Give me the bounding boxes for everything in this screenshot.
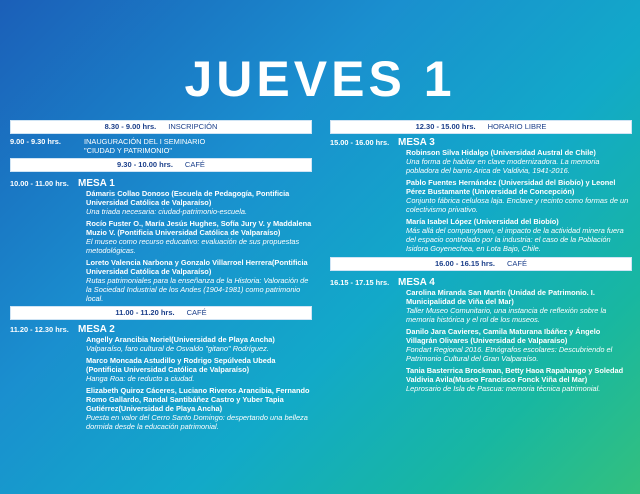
presentation-authors: Danilo Jara Cavieres, Camila Maturana Ibáñez y Ángelo Villagrán Olivares (Universidad de Valparaíso) (406, 327, 601, 345)
presentation-authors: Pablo Fuentes Hernández (Universidad del Biobío) y Leonel Pérez Bustamante (Universidad de Concepción) (406, 178, 616, 196)
presentation-authors: Carolina Miranda San Martín (Unidad de Patrimonio. I. Municipalidad de Viña del Mar) (406, 288, 595, 306)
presentation-authors: Rocío Fuster O., María Jesús Hughes, Sofía Jury V. y Maddalena Muzio V. (Pontificia Universidad Católica de Valparaíso) (86, 219, 312, 237)
bar-label: CAFÉ (507, 259, 528, 268)
bar-time: 8.30 - 9.00 hrs. (104, 122, 157, 131)
presentation-title: Leprosario de Isla de Pascua: memoria técnica patrimonial. (406, 384, 601, 393)
right-column (330, 120, 632, 396)
page-title: JUEVES 1 (184, 51, 456, 107)
bar-label: HORARIO LIBRE (487, 122, 547, 131)
bar-time: 12.30 - 15.00 hrs. (415, 122, 476, 131)
inauguration-row (10, 137, 312, 155)
inauguration-text (84, 137, 312, 155)
presentation-title: Una forma de habitar en clave modernizadora. La memoria pobladora del barrio Arica de Valdivia, 1941-2016. (406, 157, 600, 175)
time-bar-coffee (10, 158, 312, 172)
presentation-entry (86, 335, 312, 353)
presentation-title: Valparaíso, faro cultural de Osvaldo "gitano" Rodríguez. (86, 344, 269, 353)
inauguration-line: "CIUDAD Y PATRIMONIO" (84, 146, 173, 155)
row-time: 10.00 - 11.00 hrs. (10, 179, 69, 188)
presentation-title: Conjunto fábrica celulosa laja. Enclave y recinto como formas de un colectivismo privativo. (406, 196, 629, 214)
presentation-title: Puesta en valor del Cerro Santo Domingo: despertando una belleza dormida desde la educación patrimonial. (86, 413, 308, 431)
bar-time: 16.00 - 16.15 hrs. (434, 259, 496, 268)
presentation-entry (406, 366, 632, 393)
presentation-authors: Robinson Silva Hidalgo (Universidad Austral de Chile) (406, 148, 596, 157)
inauguration-line: INAUGURACIÓN DEL I SEMINARIO (84, 137, 206, 146)
presentation-entry (406, 148, 632, 175)
presentation-title: Hanga Roa: de reducto a ciudad. (86, 374, 195, 383)
presentation-title: Fondart Regional 2016. Etnógrafos escolares: Descubriendo el Patrimonio Cultural del Gran Valparaíso. (406, 345, 613, 363)
session-heading: MESA 3 (398, 137, 435, 148)
time-bar-registration (10, 120, 312, 134)
presentation-authors: Marco Moncada Astudillo y Rodrigo Sepúlveda Ubeda (Pontificia Universidad Católica de Valparaíso) (86, 356, 276, 374)
presentation-entry (86, 356, 312, 383)
presentation-title: Una triada necesaria: ciudad-patrimonio-escuela. (86, 207, 248, 216)
time-bar-coffee (330, 257, 632, 271)
presentation-title: Taller Museo Comunitario, una instancia de reflexión sobre la memoria histórica y el rol de los museos. (406, 306, 607, 324)
session-mesa-4 (330, 277, 632, 393)
bar-time: 11.00 - 11.20 hrs. (115, 308, 175, 317)
presentation-entry (406, 288, 632, 324)
presentation-authors: Loreto Valencia Narbona y Gonzalo Villarroel Herrera(Pontificia Universidad Católica de Valparaíso) (86, 258, 308, 276)
presentation-entry (406, 327, 632, 363)
bar-time: 9.30 - 10.00 hrs. (117, 160, 173, 169)
row-time: 11.20 - 12.30 hrs. (10, 325, 69, 334)
presentation-authors: Angelly Arancibia Noriel(Universidad de Playa Ancha) (86, 335, 275, 344)
presentation-authors: Elizabeth Quiroz Cáceres, Luciano Riveros Arancibia, Fernando Romo Gallardo, Randal Santibáñez Castro y Yuber Tapia Gutiérrez(Universidad de Playa Ancha) (86, 386, 310, 413)
presentation-authors: Dámaris Collao Donoso (Escuela de Pedagogía, Pontificia Universidad Católica de Valparaíso) (86, 189, 290, 207)
presentation-entry (86, 386, 312, 431)
presentation-title: Más allá del companytown, el impacto de la actividad minera fuera del espacio controlado por la industria: el caso de la Población Isidora Goyenechea, en Lota Bajo, Chile. (406, 226, 624, 253)
bar-label: INSCRIPCIÓN (168, 122, 218, 131)
row-time: 9.00 - 9.30 hrs. (10, 137, 61, 146)
presentation-title: Rutas patrimoniales para la enseñanza de la Historia: Valoración de la Sociedad Industrial de los Andes (1904-1981) como patrimonio local. (86, 276, 309, 303)
session-heading: MESA 1 (78, 178, 115, 189)
bar-label: CAFÉ (184, 160, 205, 169)
row-time: 16.15 - 17.15 hrs. (330, 278, 390, 287)
session-mesa-3 (330, 137, 632, 253)
session-mesa-1 (10, 178, 312, 303)
presentation-entry (86, 219, 312, 255)
presentation-entry (86, 258, 312, 303)
session-mesa-2 (10, 324, 312, 431)
session-heading: MESA 2 (78, 324, 115, 335)
time-bar-coffee (10, 306, 312, 320)
presentation-entry (406, 217, 632, 253)
time-bar-free-time (330, 120, 632, 134)
bar-label: CAFÉ (186, 308, 207, 317)
presentation-entry (86, 189, 312, 216)
left-column (10, 120, 312, 434)
presentation-title: El museo como recurso educativo: evaluación de sus propuestas metodológicas. (86, 237, 300, 255)
presentation-authors: Tania Basterrica Brockman, Betty Haoa Rapahango y Soledad Valdivia Avila(Museo Francisco Fonck Viña del Mar) (406, 366, 624, 384)
session-heading: MESA 4 (398, 277, 435, 288)
row-time: 15.00 - 16.00 hrs. (330, 138, 390, 147)
presentation-authors: María Isabel López (Universidad del Biobío) (406, 217, 559, 226)
presentation-entry (406, 178, 632, 214)
